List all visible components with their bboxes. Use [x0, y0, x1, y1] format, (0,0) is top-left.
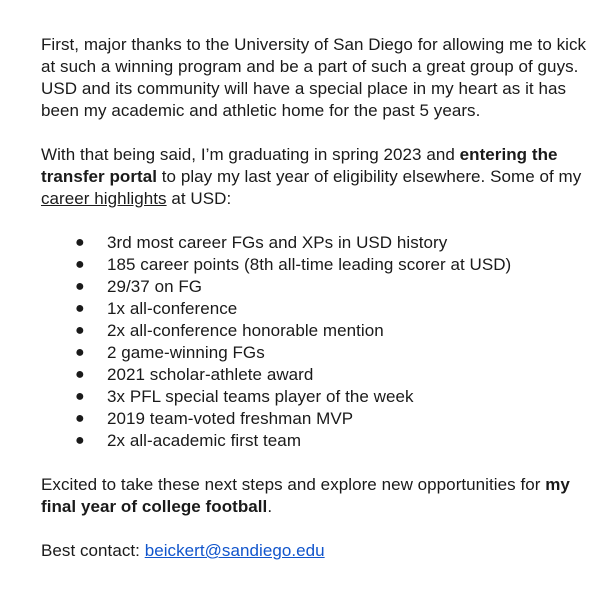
- email-link[interactable]: beickert@sandiego.edu: [144, 541, 325, 560]
- list-item: [41, 364, 601, 386]
- list-item-text: 3rd most career FGs and XPs in USD history: [107, 233, 448, 252]
- list-item-text: 1x all-conference: [107, 299, 238, 318]
- closing-text-2: .: [267, 497, 273, 516]
- list-item: [41, 430, 601, 452]
- list-item: [41, 276, 601, 298]
- bullet-icon: ●: [75, 366, 85, 383]
- contact-label: Best contact:: [41, 541, 145, 560]
- list-item-text: 2019 team-voted freshman MVP: [107, 409, 354, 428]
- list-item: [41, 232, 601, 254]
- bullet-icon: ●: [75, 322, 85, 339]
- closing-paragraph: [41, 474, 601, 518]
- list-item: [41, 408, 601, 430]
- closing-bold-text: my final year of college football: [41, 475, 570, 516]
- bullet-icon: ●: [75, 300, 85, 317]
- list-item-text: 2021 scholar-athlete award: [107, 365, 314, 384]
- announcement-text-3: at USD:: [166, 189, 232, 208]
- list-item-text: 2 game-winning FGs: [107, 343, 265, 362]
- list-item: [41, 342, 601, 364]
- bullet-icon: ●: [75, 432, 85, 449]
- announcement-paragraph: [41, 144, 601, 210]
- intro-paragraph: First, major thanks to the University of San Diego for allowing me to kick at such a winning program and be a part of such a great group of guys. USD and its community will have a special place in my heart as it has been my academic and athletic home for the past 5 years.: [41, 35, 587, 120]
- bullet-icon: ●: [75, 388, 85, 405]
- career-highlights-underlined: career highlights: [41, 189, 167, 208]
- bullet-icon: ●: [75, 344, 85, 361]
- list-item: [41, 320, 601, 342]
- list-item-text: 185 career points (8th all-time leading scorer at USD): [107, 255, 512, 274]
- contact-line: [41, 540, 601, 562]
- bullet-icon: ●: [75, 410, 85, 427]
- list-item: [41, 386, 601, 408]
- announcement-text-1: With that being said, I’m graduating in spring 2023 and: [41, 145, 460, 164]
- list-item: [41, 254, 601, 276]
- list-item-text: 29/37 on FG: [107, 277, 203, 296]
- list-item-text: 2x all-academic first team: [107, 431, 302, 450]
- list-item-text: 3x PFL special teams player of the week: [107, 387, 414, 406]
- bullet-icon: ●: [75, 256, 85, 273]
- bullet-icon: ●: [75, 278, 85, 295]
- bullet-icon: ●: [75, 234, 85, 251]
- document-body: [41, 34, 601, 562]
- closing-text-1: Excited to take these next steps and explore new opportunities for: [41, 475, 546, 494]
- announcement-bold-text: entering the transfer portal: [41, 145, 558, 186]
- list-item: [41, 298, 601, 320]
- highlights-list: [41, 232, 601, 452]
- list-item-text: 2x all-conference honorable mention: [107, 321, 384, 340]
- announcement-text-2: to play my last year of eligibility elsewhere. Some of my: [157, 167, 582, 186]
